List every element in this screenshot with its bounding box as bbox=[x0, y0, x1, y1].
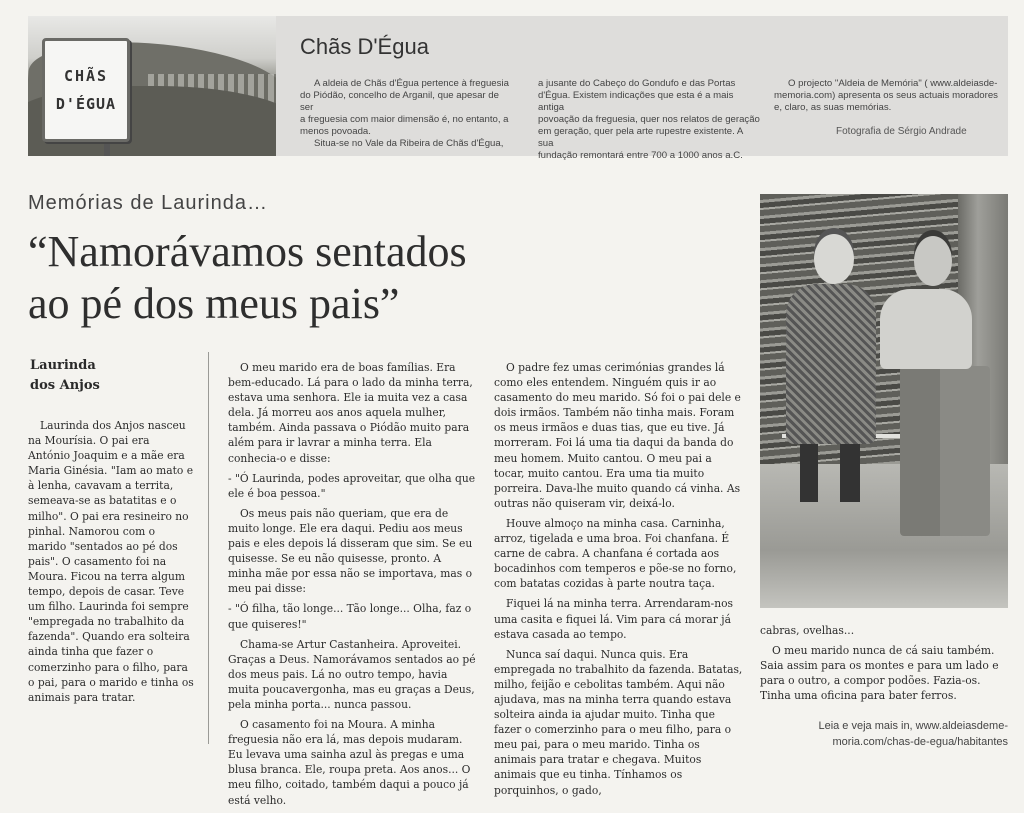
author-line2: dos Anjos bbox=[30, 378, 100, 393]
author-name bbox=[30, 356, 100, 396]
village-sign-photo bbox=[28, 16, 276, 156]
woman-head bbox=[814, 234, 854, 284]
banner-line: A aldeia de Chãs d'Égua pertence à freguesia bbox=[314, 78, 509, 89]
body-column-1 bbox=[228, 360, 478, 813]
paragraph: cabras, ovelhas... bbox=[760, 624, 855, 637]
banner-title: Chãs D'Égua bbox=[300, 34, 429, 59]
banner-line: memoria.com) apresenta os seus actuais moradores bbox=[774, 90, 998, 101]
banner-line: O projecto "Aldeia de Memória" ( www.aldeiasde- bbox=[788, 78, 998, 89]
man-figure-legs bbox=[900, 366, 990, 536]
paragraph: Fiquei lá na minha terra. Arrendaram-nos uma casita e fiquei lá. Vim para cá morar já estava casada ao tempo. bbox=[494, 597, 734, 641]
banner-line: e, claro, as suas memórias. bbox=[774, 102, 892, 113]
banner-text-col3 bbox=[774, 78, 1006, 114]
paragraph: Houve almoço na minha casa. Carninha, arroz, tigelada e uma broa. Foi chanfana. É carne de cabra. A chanfana é cortada aos bocadinhos com temperos e põe-se no forno, com batatas cozidas à parte noutra taça. bbox=[494, 516, 737, 591]
sign-text-line1: CHÃS bbox=[63, 67, 109, 85]
article-headline bbox=[28, 226, 568, 330]
intro-column bbox=[28, 418, 194, 710]
banner-line: do Piódão, concelho de Arganil, que apesar de ser bbox=[300, 90, 499, 113]
village-sign bbox=[42, 38, 130, 142]
paragraph: O padre fez umas cerimónias grandes lá como eles entendem. Ninguém quis ir ao casamento do meu marido. Só foi o pai dele e dois irmãos. Também não tinha mais. Foram os meus irmãos e duas tias, que eu tive. Já morreram. Foi lá uma tia daqui da banda do meu homem. Muito cantou. O meu pai a tocar, muito cantou. Era uma tia muito porreira. Dava-lhe muito quando cá vinha. As outras não quiseram vir, deixá-lo. bbox=[494, 361, 741, 510]
footer-link[interactable] bbox=[760, 718, 1008, 750]
body-column-3 bbox=[760, 623, 1008, 708]
banner-line: fundação remontará entre 700 a 1000 anos a.C. bbox=[538, 150, 743, 161]
article-kicker: Memórias de Laurinda… bbox=[28, 192, 268, 214]
column-divider bbox=[208, 352, 209, 744]
banner-line: Situa-se no Vale da Ribeira de Chãs d'Égua, bbox=[314, 138, 504, 149]
banner-line: a freguesia com maior dimensão é, no entanto, a bbox=[300, 114, 509, 125]
banner-line: em geração, quer pela arte rupestre existente. A sua bbox=[538, 126, 743, 149]
footer-link-line1[interactable]: Leia e veja mais in, www.aldeiasdeme- bbox=[818, 720, 1008, 732]
paragraph: Chama-se Artur Castanheira. Aproveitei. Graças a Deus. Namorávamos sentados ao pé dos meus pais. Lá no outro tempo, havia muita poucavergonha, mas eu graças a Deus, pela minha porta... nunca passou. bbox=[228, 637, 476, 711]
paragraph: O meu marido era de boas famílias. Era bem-educado. Lá para o lado da minha terra, estava uma senhora. Ele ia muita vez a casa dela. Já morreu aos anos aquela mulher, também. Ainda passava o Piódão muito para além para ir lavrar a minha terra. Ela conhecia-o e disse: bbox=[228, 361, 473, 465]
paragraph: - "Ó filha, tão longe... Tão longe... Olha, faz o que quiseres!" bbox=[228, 602, 472, 631]
author-line1: Laurinda bbox=[30, 358, 96, 373]
paragraph: Os meus pais não queriam, que era de muito longe. Ele era daqui. Pediu aos meus pais e eles depois lá disseram que sim. Se eu quisesse. Se eu não quisesse, pronto. A minha mãe por essa não se importava, mas o meu pai disse: bbox=[228, 506, 473, 596]
headline-line1: “Namorávamos sentados bbox=[28, 227, 467, 276]
headline-line2: ao pé dos meus pais” bbox=[28, 279, 400, 328]
man-figure bbox=[880, 289, 972, 369]
banner-text-col2 bbox=[538, 78, 760, 162]
banner-line: povoação da freguesia, quer nos relatos de geração bbox=[538, 114, 760, 125]
intro-paragraph: Laurinda dos Anjos nasceu na Mourísia. O pai era António Joaquim e a mãe era Maria Ginésia. "Iam ao mato e à lenha, cavavam a territa, semeava-se as batatitas e o milho". O pai era resineiro no pinhal. Namorou com o marido "sentados ao pé dos pais". O casamento foi na Moura. Ficou na terra algum tempo, depois de casar. Teve um filho. Laurinda foi sempre "empregada no trabalhito da fazenda". Quando era solteira ainda tinha que fazer o comerzinho para o filho, para o pai, para o marido e tinha os animais para tratar. bbox=[28, 419, 194, 704]
sign-text-line2: D'ÉGUA bbox=[55, 95, 117, 113]
man-head bbox=[914, 236, 952, 286]
woman-figure bbox=[786, 284, 876, 444]
paragraph: O casamento foi na Moura. A minha freguesia não era lá, mas depois mudaram. Eu levava uma sainha azul às pregas e uma blusa branca. Ele, roupa preta. Aos anos... O meu filho, coitado, também daqui a pouco já está velho. bbox=[228, 718, 471, 807]
paragraph: Nunca saí daqui. Nunca quis. Era empregada no trabalhito da fazenda. Batatas, milho, feijão e cebolitas também. Aqui não ajudava, mas na minha terra quando estava solteira ainda ia ajudar muito. Tinha que fazer o comerzinho para o meu filho, para o meu pai, para o meu marido. Tinha os animais para tratar e chegava. Muitos animais que eu tinha. Tínhamos os porquinhos, o gado, bbox=[494, 647, 743, 797]
photo-credit: Fotografia de Sérgio Andrade bbox=[836, 126, 967, 137]
banner-text-col1 bbox=[300, 78, 512, 150]
banner-line: menos povoada. bbox=[300, 126, 371, 137]
banner-line: a jusante do Cabeço do Gondufo e das Portas bbox=[538, 78, 736, 89]
footer-link-line2[interactable]: moria.com/chas-de-egua/habitantes bbox=[832, 736, 1008, 748]
couple-photo bbox=[760, 194, 1008, 608]
body-column-2 bbox=[494, 360, 744, 803]
woman-figure-legs bbox=[800, 442, 860, 502]
paragraph: O meu marido nunca de cá saiu também. Saia assim para os montes e para um lado e para o outro, a compor podões. Fazia-os. Tinha uma oficina para bater ferros. bbox=[760, 644, 999, 703]
banner-line: d'Égua. Existem indicações que esta é a mais antiga bbox=[538, 90, 734, 113]
paragraph: - "Ó Laurinda, podes aproveitar, que olha que ele é boa pessoa." bbox=[228, 471, 476, 500]
